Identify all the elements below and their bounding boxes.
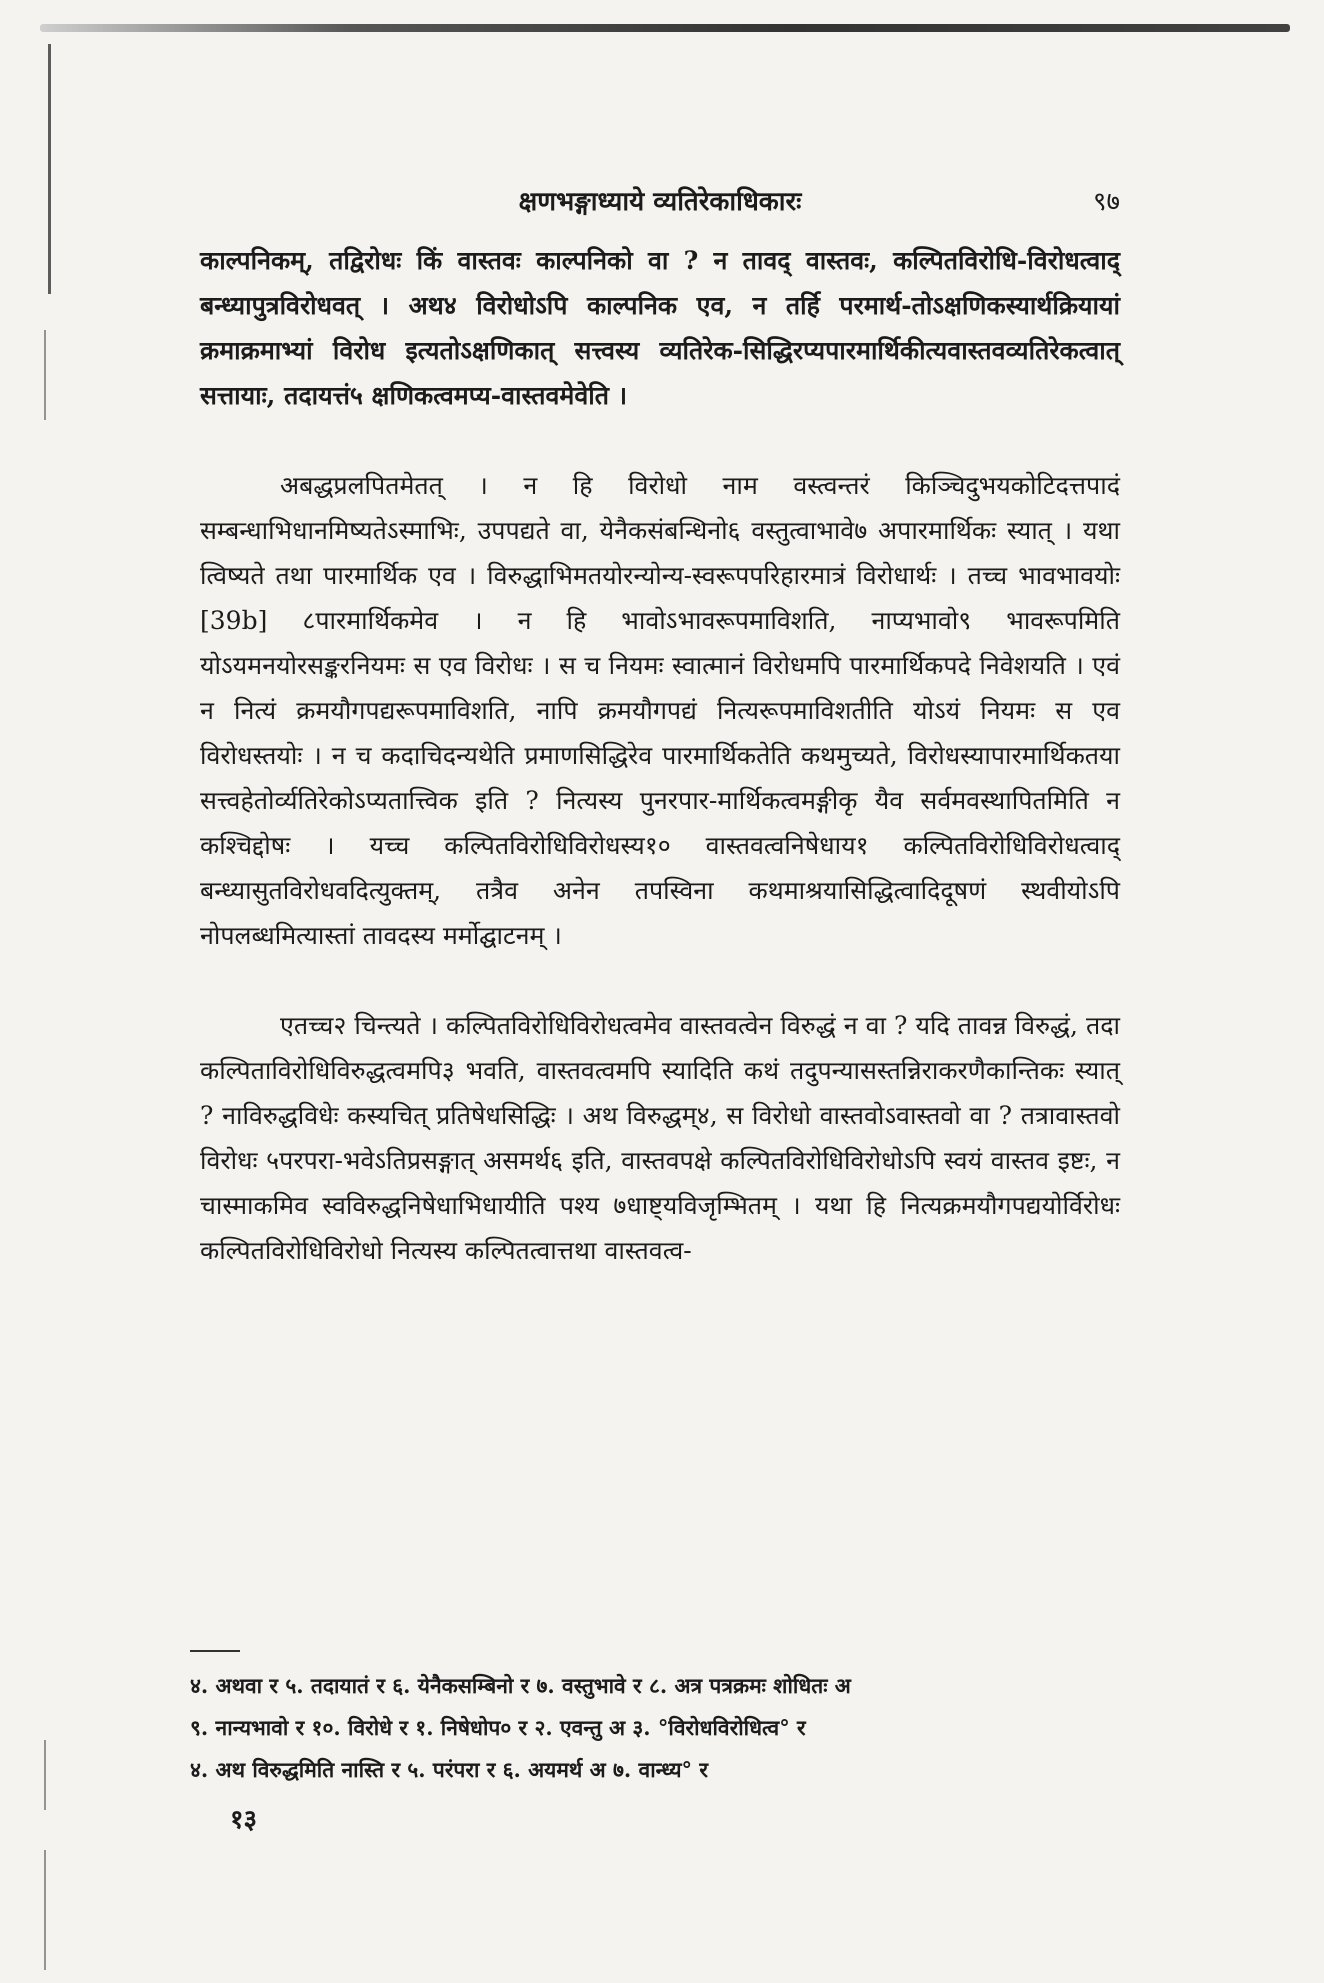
- chapter-title: क्षणभङ्गाध्याये व्यतिरेकाधिकारः: [518, 187, 802, 217]
- scan-edge-shadow-left: [48, 44, 51, 294]
- paragraph-1: काल्पनिकम्, तद्विरोधः किं वास्तवः काल्पनिको वा ? न तावद् वास्तवः, कल्पितविरोधि-विरोधत्वाद् बन्ध्यापुत्रविरोधवत् । अथ४ विरोधोऽपि काल्पनिक एव, न तर्हि परमार्थ-तोऽक्षणिकस्यार्थक्रियायां क्रमाक्रमाभ्यां विरोध इत्यतोऽक्षणिकात् सत्त्वस्य व्यतिरेक-सिद्धिरप्यपारमार्थिकीत्यवास्तवव्यतिरेकत्वात् सत्तायाः, तदायत्तं५ क्षणिकत्वमप्य-वास्तवमेवेति ।: [200, 246, 1129, 410]
- scan-margin-mark: [44, 1740, 46, 1810]
- scan-margin-mark: [44, 330, 46, 420]
- footnote-line-1: ४. अथवा र ५. तदायातं र ६. येनैकसम्बिनो र ७. वस्तुभावे र ८. अत्र पत्रक्रमः शोधितः अ: [190, 1673, 851, 1698]
- footnote-line-2: ९. नान्यभावो र १०. विरोधे र १. निषेधोप० र २. एवन्तु अ ३. °विरोधविरोधित्व° र: [190, 1715, 806, 1740]
- paragraph-3: एतच्च२ चिन्त्यते । कल्पितविरोधिविरोधत्वमेव वास्तवत्वेन विरुद्धं न वा ? यदि तावन्न विरुद्धं, तदा कल्पिताविरोधिविरुद्धत्वमपि३ भवति, वास्तवत्वमपि स्यादिति कथं तदुपन्यासस्तन्निराकरणैकान्तिकः स्यात् ? नाविरुद्धविधेः कस्यचित् प्रतिषेधसिद्धिः । अथ विरुद्धम्४, स विरोधो वास्तवोऽवास्तवो वा ? तत्रावास्तवो विरोधः ५परपरा-भवेऽतिप्रसङ्गात् असमर्थ६ इति, वास्तवपक्षे कल्पितविरोधिविरोधोऽपि स्वयं वास्तव इष्टः, न चास्माकमिव स्वविरुद्धनिषेधाभिधायीति पश्य ७धाष्ट्यविजृम्भितम् । यथा हि नित्यक्रमयौगपद्ययोर्विरोधः कल्पितविरोधिविरोधो नित्यस्य कल्पितत्वात्तथा वास्तवत्व-: [200, 1011, 1128, 1265]
- footnote-line-3: ४. अथ विरुद्धमिति नास्ति र ५. परंपरा र ६. अयमर्थ अ ७. वान्ध्य° र: [190, 1757, 708, 1782]
- footnotes: [190, 1665, 1120, 1791]
- page-number: ९७: [1092, 187, 1120, 217]
- paragraph-2: अबद्धप्रलपितमेतत् । न हि विरोधो नाम वस्त्वन्तरं किञ्चिदुभयकोटिदत्तपादं सम्बन्धाभिधानमिष्यतेऽस्माभिः, उपपद्यते वा, येनैकसंबन्धिनो६ वस्तुत्वाभावे७ अपारमार्थिकः स्यात् । यथा त्विष्यते तथा पारमार्थिक एव । विरुद्धाभिमतयोरन्योन्य-स्वरूपपरिहारमात्रं विरोधार्थः । तच्च भावभावयोः [39b] ८पारमार्थिकमेव । न हि भावोऽभावरूपमाविशति, नाप्यभावो९ भावरूपमिति योऽयमनयोरसङ्करनियमः स एव विरोधः । स च नियमः स्वात्मानं विरोधमपि पारमार्थिकपदे निवेशयति । एवं न नित्यं क्रमयौगपद्यरूपमाविशति, नापि क्रमयौगपद्यं नित्यरूपमाविशतीति योऽयं नियमः स एव विरोधस्तयोः । न च कदाचिदन्यथेति प्रमाणसिद्धिरेव पारमार्थिकतेति कथमुच्यते, विरोधस्यापारमार्थिकतया सत्त्वहेतोर्व्यतिरेकोऽप्यतात्त्विक इति ? नित्यस्य पुनरपार-मार्थिकत्वमङ्गीकृ यैव सर्वमवस्थापितमिति न कश्चिद्दोषः । यच्च कल्पितविरोधिविरोधस्य१० वास्तवत्वनिषेधाय१ कल्पितविरोधिविरोधत्वाद् बन्ध्यासुतविरोधवदित्युक्तम्, तत्रैव अनेन तपस्विना कथमाश्रयासिद्धित्वादिदूषणं स्थवीयोऽपि नोपलब्धमित्यास्तां तावदस्य मर्मोद्घाटनम् ।: [200, 471, 1128, 950]
- footnote-separator: [190, 1650, 240, 1652]
- running-head: [200, 182, 1120, 222]
- gathering-signature: १३: [230, 1805, 258, 1835]
- scan-margin-mark: [44, 1850, 46, 1970]
- main-text: [200, 238, 1129, 1273]
- scan-edge-shadow-top: [40, 24, 1290, 32]
